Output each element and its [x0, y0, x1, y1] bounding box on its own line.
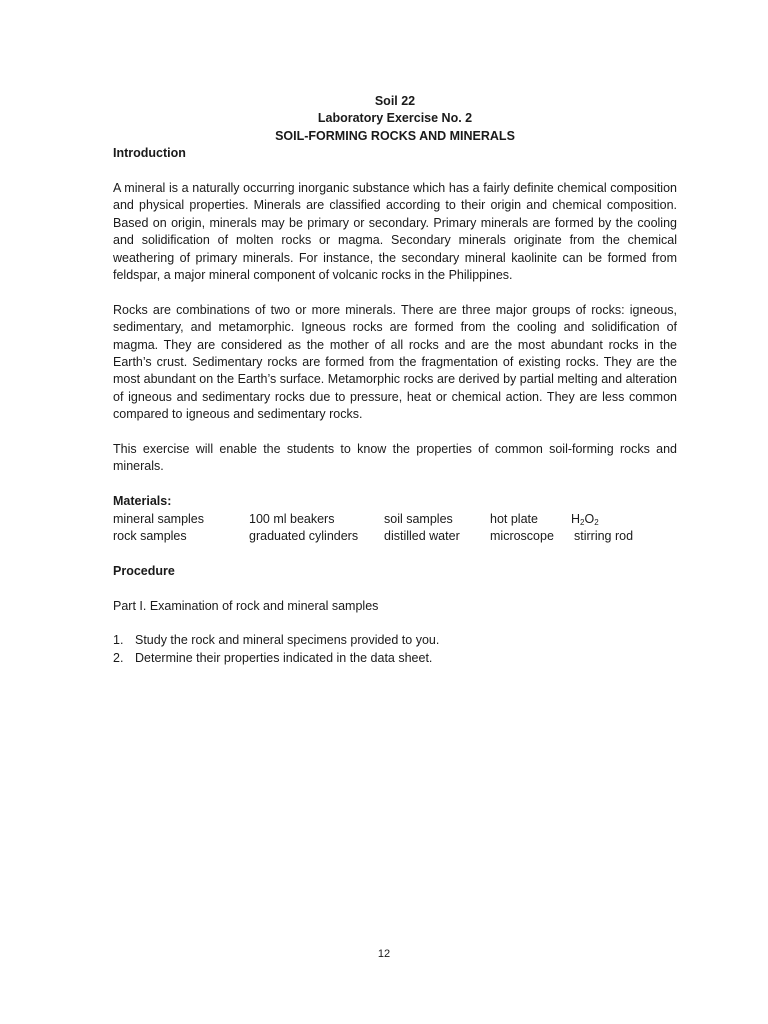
material-item: graduated cylinders — [249, 529, 359, 544]
exercise-title: SOIL-FORMING ROCKS AND MINERALS — [275, 128, 515, 143]
intro-paragraph-exercise: This exercise will enable the students to know the properties of common soil-forming rocks and minerals. — [113, 442, 677, 474]
page-content — [113, 93, 677, 667]
material-item: hot plate — [490, 511, 538, 526]
material-item: stirring rod — [574, 529, 634, 544]
material-item: distilled water — [384, 529, 460, 544]
material-item: 100 ml beakers — [249, 511, 335, 526]
exercise-number: Laboratory Exercise No. 2 — [317, 111, 473, 126]
intro-paragraph-minerals: A mineral is a naturally occurring inorganic substance which has a fairly definite chemical composition and physical properties. Minerals are classified according to their origin and chemical composition. Based on origin, minerals may be primary or secondary. Primary minerals are formed by the cooling and solidification of molten rocks or magma. Secondary minerals originate from the chemical weathering of primary minerals. For instance, the secondary mineral kaolinite can be formed from feldspar, a major mineral component of volcanic rocks in the Philippines. — [113, 180, 677, 282]
material-item-h2o2: $H_2O_2$ — [571, 511, 599, 527]
procedure-steps — [113, 632, 677, 667]
procedure-part-title: Part I. Examination of rock and mineral samples — [113, 598, 379, 613]
materials-row — [113, 528, 677, 545]
document-header — [113, 93, 677, 145]
page-number: 12 — [377, 948, 391, 960]
procedure-heading: Procedure — [113, 563, 175, 578]
material-item: soil samples — [384, 511, 453, 526]
material-item: rock samples — [113, 529, 187, 544]
list-item: 2. Determine their properties indicated in the data sheet. — [113, 650, 433, 665]
materials-row — [113, 511, 677, 528]
course-code: Soil 22 — [374, 94, 416, 108]
material-item: microscope — [490, 529, 554, 544]
list-item: 1. Study the rock and mineral specimens provided to you. — [113, 633, 440, 648]
material-item: mineral samples — [113, 511, 205, 526]
introduction-heading: Introduction — [113, 146, 186, 161]
intro-paragraph-rocks: Rocks are combinations of two or more minerals. There are three major groups of rocks: igneous, sedimentary, and metamorphic. Igneous rocks are formed from the cooling and solidification of magma. They are considered as the mother of all rocks and are the most abundant rocks in the Earth’s crust. Sedimentary rocks are formed from the fragmentation of existing rocks. They are the most abundant on the Earth’s surface. Metamorphic rocks are derived by partial melting and alteration of igneous and sedimentary rocks due to pressure, heat or chemical action. They are less common compared to igneous and sedimentary rocks. — [113, 302, 677, 422]
materials-heading: Materials: — [113, 494, 172, 509]
